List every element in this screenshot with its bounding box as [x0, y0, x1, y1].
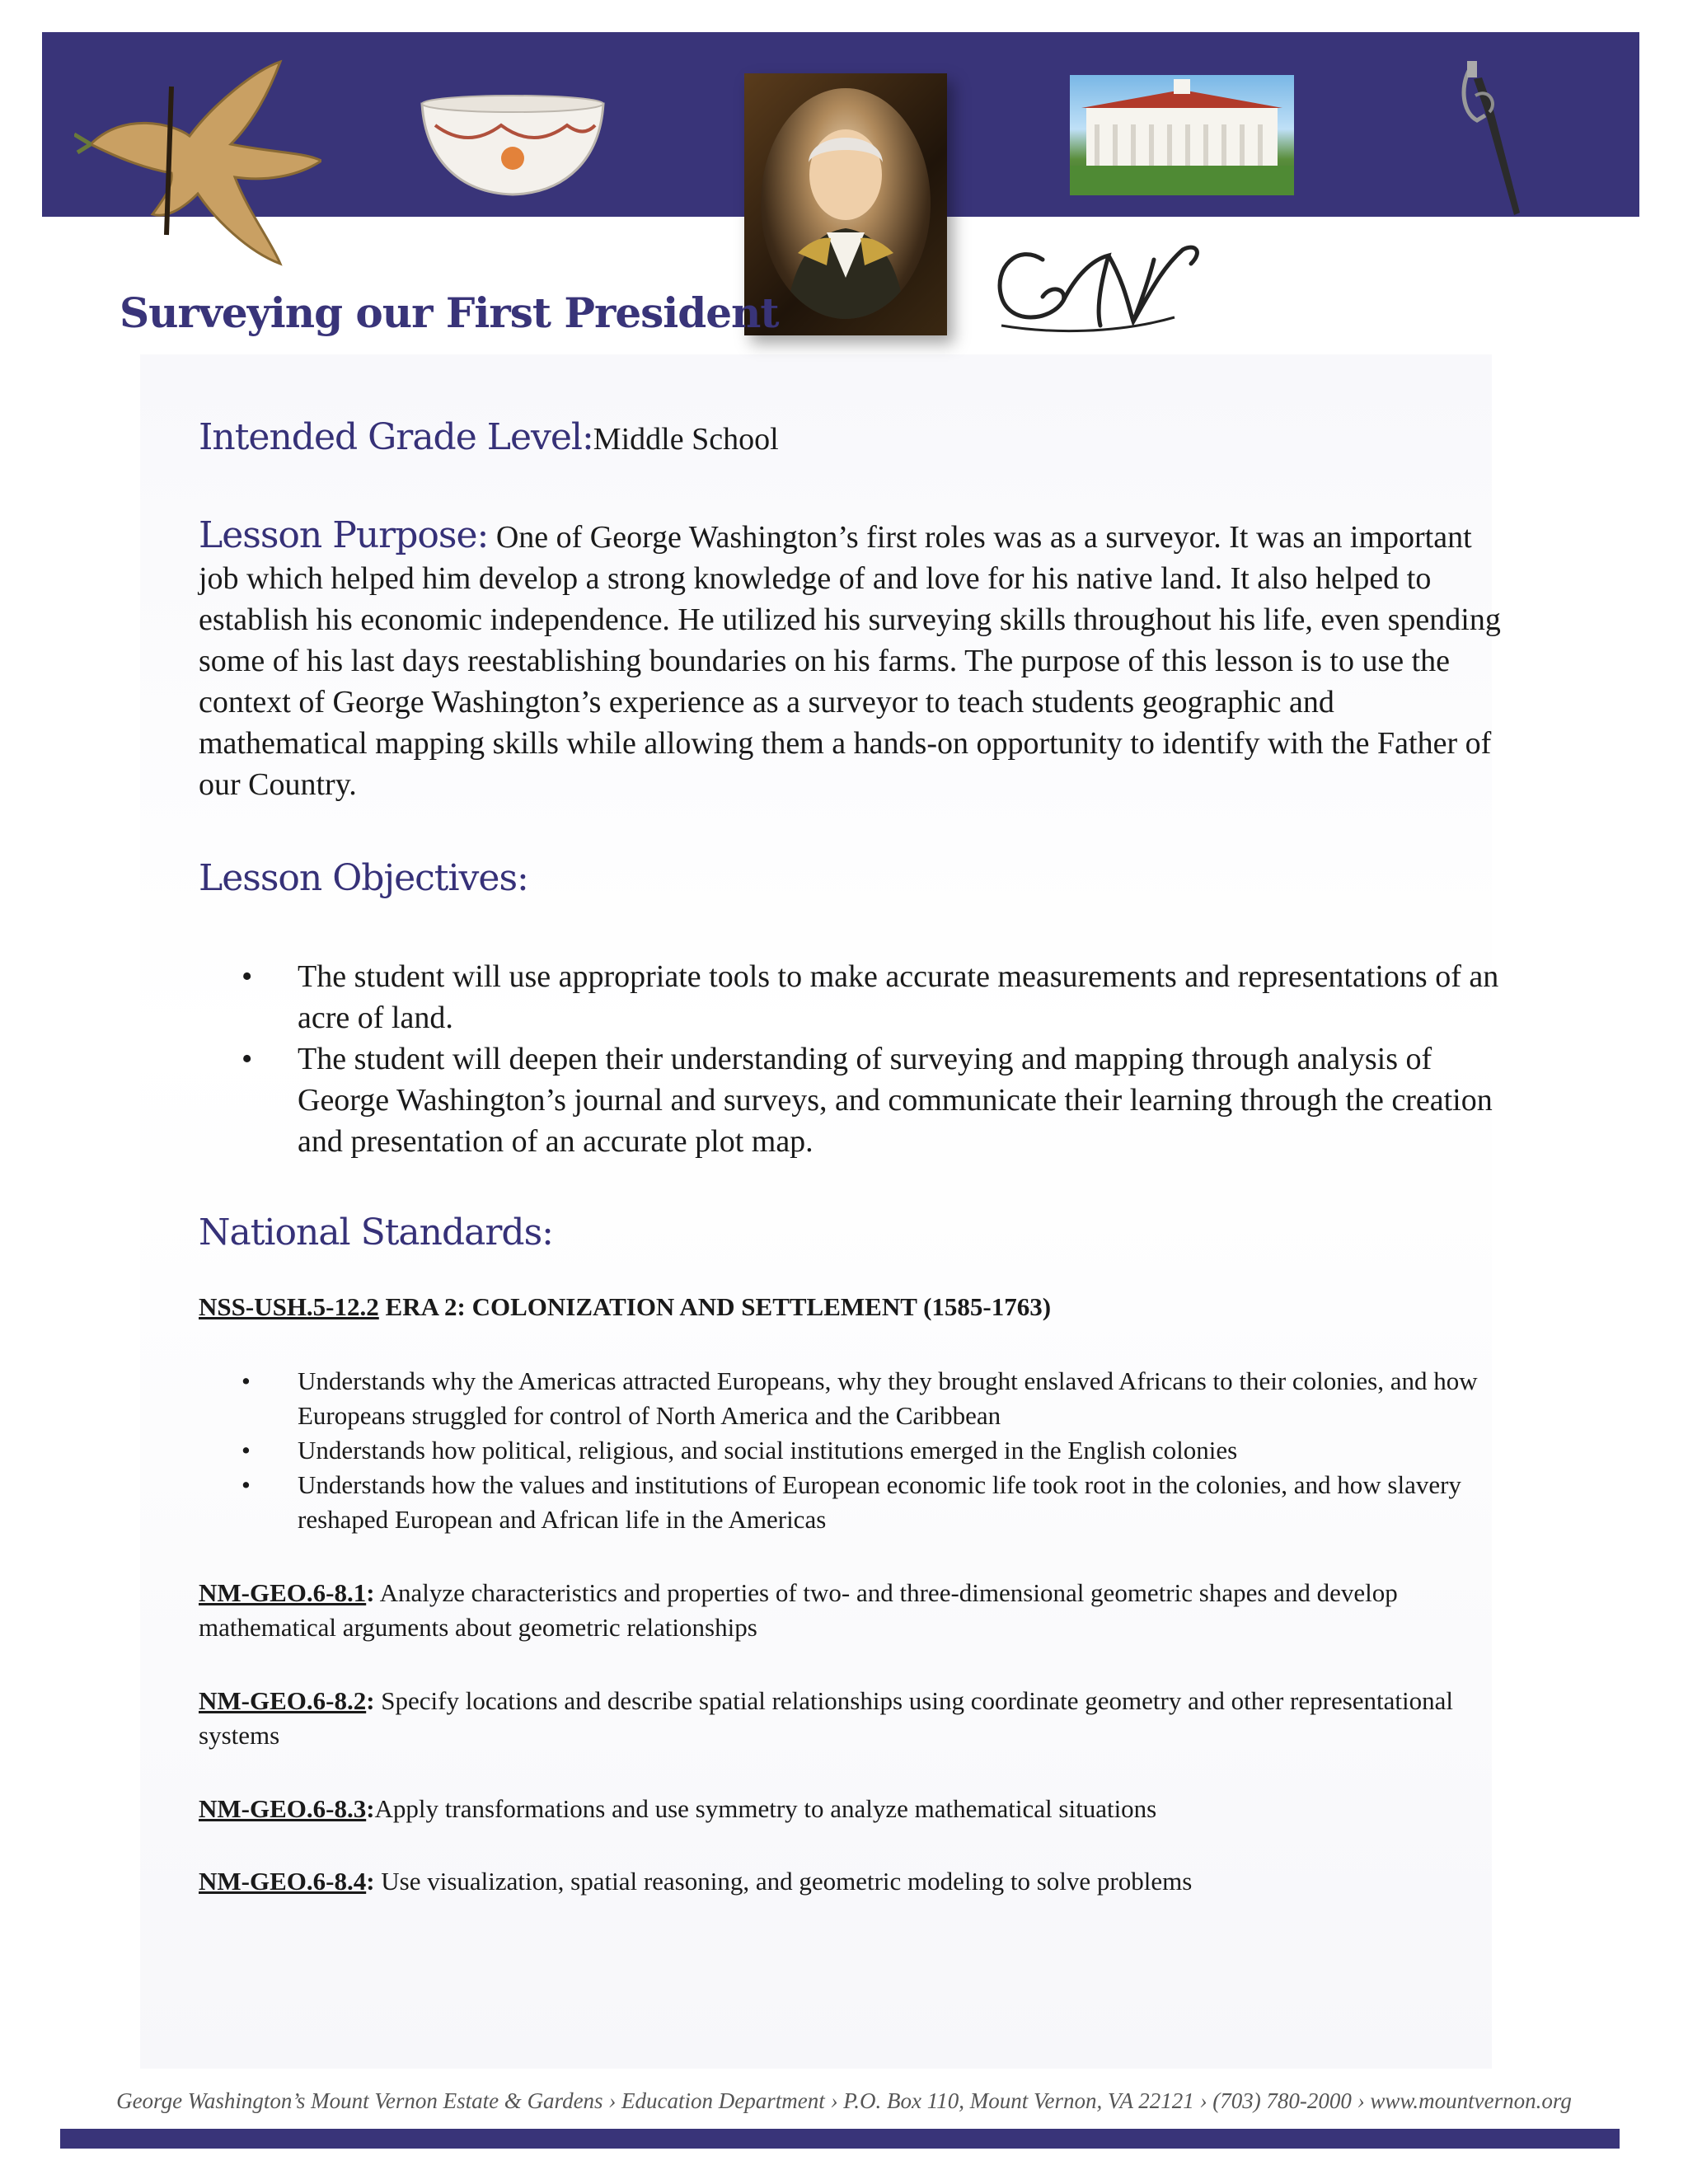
- mount-vernon-mansion-image: [1070, 75, 1294, 195]
- geo-standard-code: NM-GEO.6-8.3: [199, 1794, 367, 1823]
- gw-signature: [985, 235, 1212, 342]
- portrait-oval: [761, 88, 931, 319]
- lesson-objectives-heading: Lesson Objectives:: [199, 857, 528, 899]
- ush-standard-code: NSS-USH.5-12.2: [199, 1292, 379, 1321]
- lesson-purpose-text: One of George Washington’s first roles was as a surveyor. It was an important job which helped him develop a strong knowledge of and love for his native land. It also helped to establish his economic independence. He utilized his surveying skills throughout his life, even spending some of his last days reestablishing boundaries on his farms. The purpose of this lesson is to use the context of George Washington’s experience as a surveyor to teach students geographic and mathematical mapping skills while allowing them a hands-on opportunity to identify with the Father of our Country.: [199, 520, 1501, 802]
- geo-standard-colon: :: [366, 1794, 375, 1823]
- portrait-figure: [761, 88, 931, 319]
- geo-standard-2: [199, 1684, 1501, 1753]
- grade-level-label: Intended Grade Level:: [199, 416, 593, 458]
- geo-standard-colon: :: [366, 1578, 375, 1607]
- list-item: • The student will use appropriate tools to make accurate measurements and representations of an acre of land.: [199, 956, 1501, 1038]
- ush-standard-list: [199, 1364, 1501, 1537]
- footer-bar: [60, 2129, 1620, 2149]
- geo-standard-text: Specify locations and describe spatial relationships using coordinate geometry and other representational systems: [199, 1686, 1454, 1750]
- geo-standard-4: [199, 1864, 1501, 1899]
- document-title: Surveying our First President: [120, 288, 779, 337]
- geo-standard-3: [199, 1792, 1501, 1826]
- ush-standard-heading: [199, 1292, 1051, 1322]
- geo-standard-code: NM-GEO.6-8.4: [199, 1867, 367, 1896]
- geo-standard-text: Apply transformations and use symmetry to analyze mathematical situations: [374, 1794, 1157, 1823]
- sword-image: [1452, 54, 1526, 219]
- list-item: • Understands how political, religious, and social institutions emerged in the English colonies: [199, 1433, 1501, 1468]
- geo-standard-code: NM-GEO.6-8.1: [199, 1578, 367, 1607]
- footer-contact: George Washington’s Mount Vernon Estate & Gardens › Education Department › P.O. Box 110, Mount Vernon, VA 22121 › (703) 780-2000 › www.mountvernon.org: [116, 2088, 1572, 2113]
- eagle-weathervane-image: [74, 54, 321, 268]
- geo-standard-code: NM-GEO.6-8.2: [199, 1686, 367, 1715]
- list-item: • Understands how the values and institutions of European economic life took root in the colonies, and how slavery reshaped European and African life in the Americas: [199, 1468, 1501, 1537]
- grade-level-section: [199, 416, 779, 460]
- geo-standard-colon: :: [366, 1867, 375, 1896]
- geo-standard-1: [199, 1576, 1501, 1645]
- ush-standard-title: ERA 2: COLONIZATION AND SETTLEMENT (1585-1763): [378, 1292, 1052, 1321]
- list-item: • The student will deepen their understanding of surveying and mapping through analysis of George Washington’s journal and surveys, and communicate their learning through the creation and presentation of an accurate plot map.: [199, 1038, 1501, 1162]
- grade-level-value: Middle School: [593, 422, 779, 457]
- objectives-list: [199, 956, 1501, 1162]
- list-item: • Understands why the Americas attracted Europeans, why they brought enslaved Africans to their colonies, and how Europeans struggled for control of North America and the Caribbean: [199, 1364, 1501, 1433]
- lesson-purpose-label: Lesson Purpose:: [199, 514, 489, 556]
- porcelain-bowl-image: [419, 92, 607, 199]
- geo-standard-colon: :: [366, 1686, 375, 1715]
- geo-standard-text: Use visualization, spatial reasoning, and geometric modeling to solve problems: [374, 1867, 1193, 1896]
- mansion-drawing: [1070, 75, 1294, 195]
- lesson-purpose-section: [199, 515, 1501, 805]
- geo-standard-text: Analyze characteristics and properties of two- and three-dimensional geometric shapes and develop mathematical arguments about geometric relationships: [199, 1578, 1398, 1642]
- national-standards-heading: National Standards:: [199, 1212, 554, 1254]
